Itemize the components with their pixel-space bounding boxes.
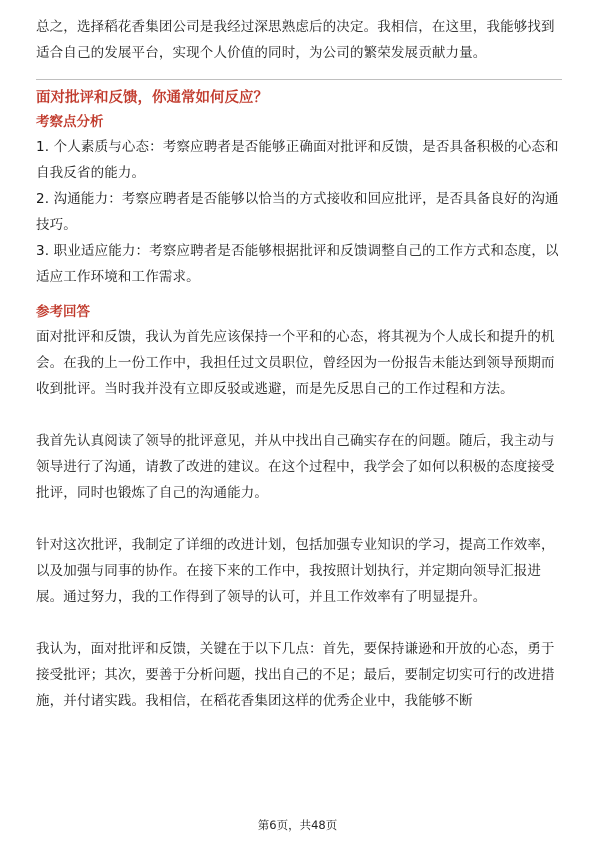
answer-paragraph: 我认为，面对批评和反馈，关键在于以下几点：首先，要保持谦逊和开放的心态，勇于接受批评；其次，要善于分析问题，找出自己的不足；最后，要制定切实可行的改进措施，并付诸实践。我相信，在稻花香集团这样的优秀企业中，我能够不断 [36, 641, 555, 709]
analysis-heading: 考察点分析 [36, 114, 104, 130]
section-divider [36, 79, 562, 80]
intro-paragraph: 总之，选择稻花香集团公司是我经过深思熟虑后的决定。我相信，在这里，我能够找到适合自己的发展平台，实现个人价值的同时，为公司的繁荣发展贡献力量。 [36, 19, 555, 61]
question-heading: 面对批评和反馈，你通常如何反应？ [36, 90, 268, 106]
answer-paragraph: 我首先认真阅读了领导的批评意见，并从中找出自己确实存在的问题。随后，我主动与领导进行了沟通，请教了改进的建议。在这个过程中，我学会了如何以积极的态度接受批评，同时也锻炼了自己的沟通能力。 [36, 433, 555, 501]
paragraph-gap [36, 402, 562, 428]
answer-paragraph: 面对批评和反馈，我认为首先应该保持一个平和的心态，将其视为个人成长和提升的机会。在我的上一份工作中，我担任过文员职位，曾经因为一份报告未能达到领导预期而收到批评。当时我并没有立即反驳或逃避，而是先反思自己的工作过程和方法。 [36, 329, 555, 397]
paragraph-gap [36, 506, 562, 532]
analysis-item: 2. 沟通能力：考察应聘者是否能够以恰当的方式接收和回应批评，是否具备良好的沟通技巧。 [36, 191, 559, 233]
page-number: 第6页，共48页 [257, 818, 338, 832]
document-page [36, 14, 562, 714]
answer-heading: 参考回答 [36, 304, 90, 320]
answer-paragraph: 针对这次批评，我制定了详细的改进计划，包括加强专业知识的学习，提高工作效率，以及加强与同事的协作。在接下来的工作中，我按照计划执行，并定期向领导汇报进展。通过努力，我的工作得到了领导的认可，并且工作效率有了明显提升。 [36, 537, 555, 605]
analysis-item: 3. 职业适应能力：考察应聘者是否能够根据批评和反馈调整自己的工作方式和态度，以适应工作环境和工作需求。 [36, 243, 559, 285]
paragraph-gap [36, 610, 562, 636]
analysis-item: 1. 个人素质与心态：考察应聘者是否能够正确面对批评和反馈，是否具备积极的心态和自我反省的能力。 [36, 139, 559, 181]
